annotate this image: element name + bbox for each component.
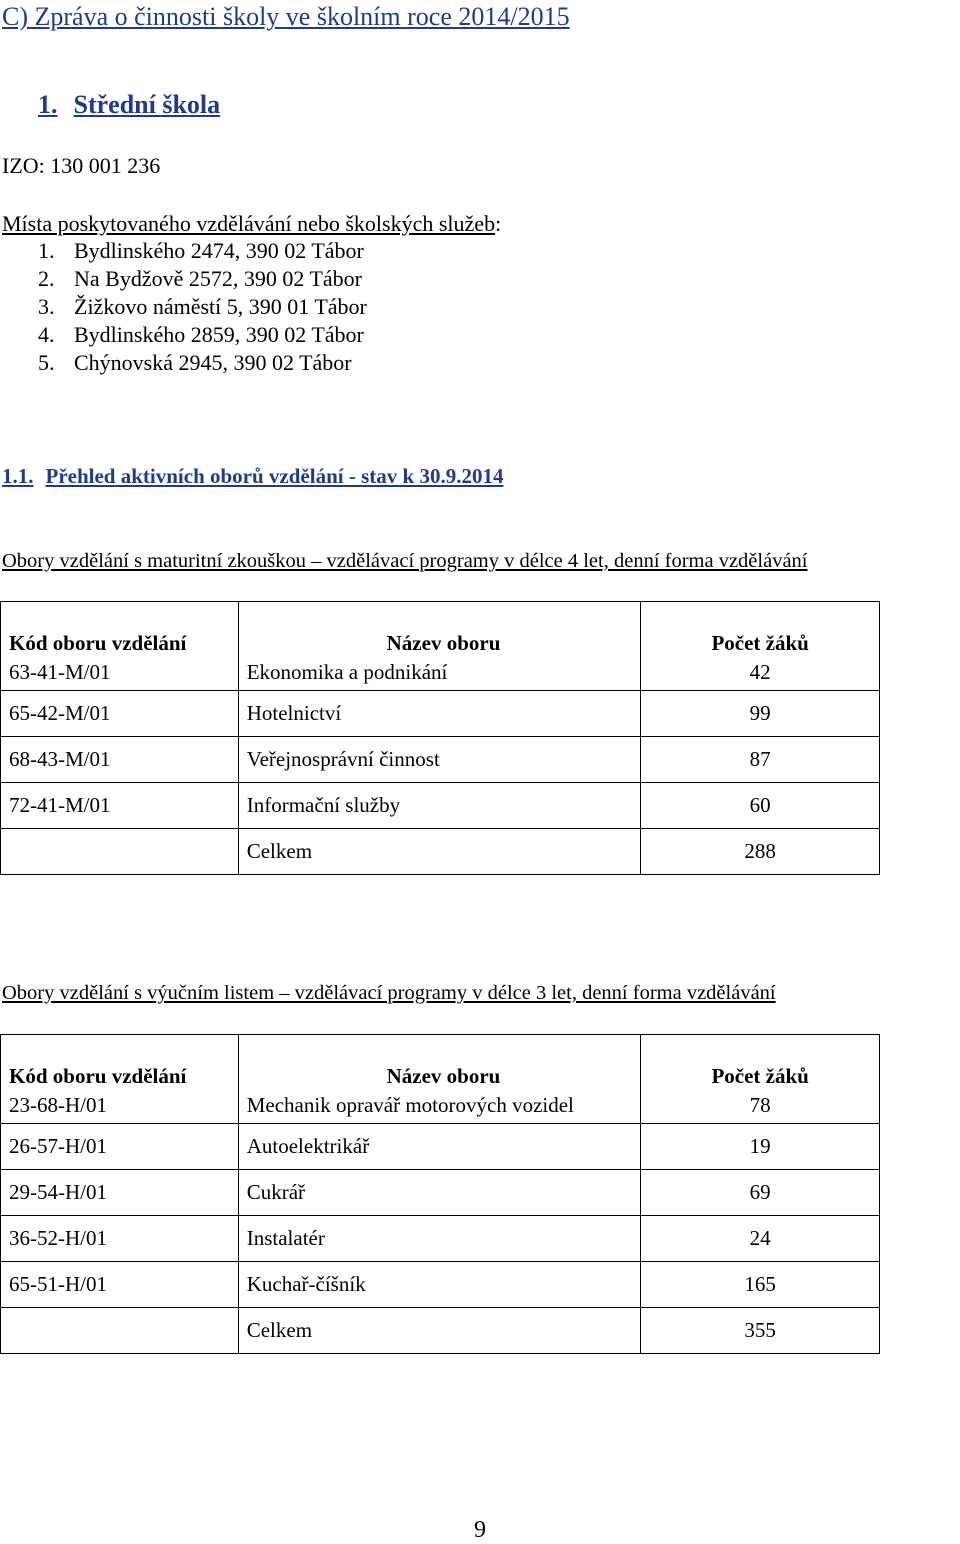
place-number: 3. xyxy=(38,294,55,319)
places-label-text: Místa poskytovaného vzdělávání nebo školských služeb xyxy=(2,211,496,236)
cell-code: 72-41-M/01 xyxy=(1,783,239,829)
cell-name: Cukrář xyxy=(238,1170,641,1216)
cell-count: 69 xyxy=(641,1170,880,1216)
cell-count: 24 xyxy=(641,1216,880,1262)
cell-code: 63-41-M/01 xyxy=(1,658,239,691)
cell-name: Ekonomika a podnikání xyxy=(238,658,641,691)
section-heading xyxy=(38,90,220,120)
table1-caption: Obory vzdělání s maturitní zkouškou – vzdělávací programy v délce 4 let, denní forma vzdělávání xyxy=(2,550,808,572)
table-row xyxy=(1,737,880,783)
place-number: 4. xyxy=(38,322,55,347)
header-name: Název oboru xyxy=(238,602,641,659)
cell-code: 29-54-H/01 xyxy=(1,1170,239,1216)
subsection-title: Přehled aktivních oborů vzdělání - stav k 30.9.2014 xyxy=(45,464,504,488)
section-number: 1. xyxy=(38,90,58,119)
table-vyucni-list xyxy=(0,1034,880,1354)
table-total-row xyxy=(1,1308,880,1354)
cell-count: 60 xyxy=(641,783,880,829)
place-address: Na Bydžově 2572, 390 02 Tábor xyxy=(74,266,362,291)
table-header-row xyxy=(1,602,880,659)
subsection-number: 1.1. xyxy=(2,464,34,488)
place-item xyxy=(38,237,364,265)
table-row xyxy=(1,1262,880,1308)
place-address: Bydlinského 2859, 390 02 Tábor xyxy=(74,322,364,347)
cell-count: 42 xyxy=(641,658,880,691)
place-number: 1. xyxy=(38,238,55,263)
total-value: 288 xyxy=(641,829,880,875)
cell-code xyxy=(1,1308,239,1354)
header-count: Počet žáků xyxy=(641,1035,880,1092)
table-total-row xyxy=(1,829,880,875)
table2-caption: Obory vzdělání s výučním listem – vzdělávací programy v délce 3 let, denní forma vzdělávání xyxy=(2,982,776,1004)
place-item xyxy=(38,349,352,377)
page-number: 9 xyxy=(474,1517,486,1543)
cell-name: Hotelnictví xyxy=(238,691,641,737)
table-header-row xyxy=(1,1035,880,1092)
cell-count: 78 xyxy=(641,1091,880,1124)
place-address: Žižkovo náměstí 5, 390 01 Tábor xyxy=(74,294,367,319)
places-label xyxy=(2,210,501,238)
cell-name: Instalatér xyxy=(238,1216,641,1262)
cell-name: Informační služby xyxy=(238,783,641,829)
place-address: Chýnovská 2945, 390 02 Tábor xyxy=(74,350,352,375)
document-title: C) Zpráva o činnosti školy ve školním roce 2014/2015 xyxy=(2,2,570,31)
table-row xyxy=(1,1124,880,1170)
header-name: Název oboru xyxy=(238,1035,641,1092)
place-number: 5. xyxy=(38,350,55,375)
cell-count: 87 xyxy=(641,737,880,783)
table-row xyxy=(1,1170,880,1216)
header-code: Kód oboru vzdělání xyxy=(1,1035,239,1092)
table-row xyxy=(1,658,880,691)
cell-code: 68-43-M/01 xyxy=(1,737,239,783)
izo-line: IZO: 130 001 236 xyxy=(2,153,161,178)
cell-code xyxy=(1,829,239,875)
table-maturita xyxy=(0,601,880,875)
place-address: Bydlinského 2474, 390 02 Tábor xyxy=(74,238,364,263)
cell-code: 65-42-M/01 xyxy=(1,691,239,737)
place-item xyxy=(38,321,364,349)
table-row xyxy=(1,1216,880,1262)
cell-code: 65-51-H/01 xyxy=(1,1262,239,1308)
table-row xyxy=(1,783,880,829)
table-row xyxy=(1,1091,880,1124)
cell-count: 99 xyxy=(641,691,880,737)
cell-code: 23-68-H/01 xyxy=(1,1091,239,1124)
total-label: Celkem xyxy=(238,1308,641,1354)
cell-name: Kuchař-číšník xyxy=(238,1262,641,1308)
cell-count: 19 xyxy=(641,1124,880,1170)
cell-code: 36-52-H/01 xyxy=(1,1216,239,1262)
place-item xyxy=(38,265,362,293)
cell-name: Mechanik opravář motorových vozidel xyxy=(238,1091,641,1124)
subsection-heading xyxy=(2,462,503,490)
cell-count: 165 xyxy=(641,1262,880,1308)
table-row xyxy=(1,691,880,737)
header-code: Kód oboru vzdělání xyxy=(1,602,239,659)
place-number: 2. xyxy=(38,266,55,291)
cell-name: Veřejnosprávní činnost xyxy=(238,737,641,783)
place-item xyxy=(38,293,367,321)
header-count: Počet žáků xyxy=(641,602,880,659)
cell-name: Autoelektrikář xyxy=(238,1124,641,1170)
places-label-colon: : xyxy=(495,211,502,236)
cell-code: 26-57-H/01 xyxy=(1,1124,239,1170)
total-label: Celkem xyxy=(238,829,641,875)
section-title: Střední škola xyxy=(73,90,221,119)
total-value: 355 xyxy=(641,1308,880,1354)
